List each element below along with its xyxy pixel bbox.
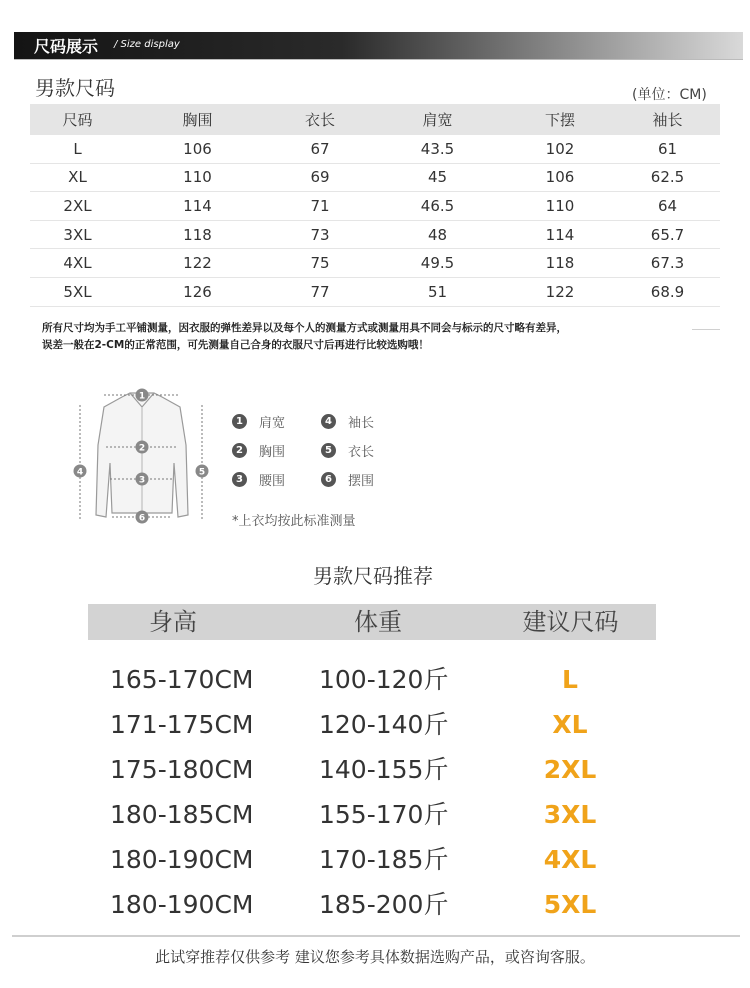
svg-text:1: 1 <box>138 391 146 402</box>
size-value: 3XL <box>543 800 597 829</box>
column-header: 下摆 <box>544 111 575 129</box>
height-value: 180-190CM <box>110 845 254 874</box>
column-header: 建议尺码 <box>522 608 619 636</box>
table-cell: 61 <box>657 139 678 158</box>
table-row <box>30 135 720 164</box>
header-subtitle: / Size display <box>114 39 180 50</box>
weight-value: 170-185斤 <box>319 845 449 874</box>
legend-number-icon: 6 <box>321 472 336 487</box>
table-cell: 118 <box>545 254 575 273</box>
table-cell: 45 <box>427 168 448 187</box>
table-cell: 69 <box>310 168 330 187</box>
divider <box>12 935 740 937</box>
recommend-row <box>88 705 656 745</box>
svg-text:3: 3 <box>138 475 146 486</box>
weight-value: 120-140斤 <box>319 710 449 739</box>
table-cell: 5XL <box>63 282 92 301</box>
table-cell: 118 <box>183 225 212 244</box>
size-value: L <box>562 665 578 694</box>
legend-label: 衣长 <box>348 445 375 460</box>
height-value: 165-170CM <box>110 665 254 694</box>
svg-text:5: 5 <box>198 467 206 478</box>
recommend-table-header <box>88 604 656 640</box>
size-value: 2XL <box>543 755 597 784</box>
table-cell: 43.5 <box>420 139 455 158</box>
legend-number-icon: 3 <box>232 472 247 487</box>
unit-label: (单位：CM) <box>632 87 707 103</box>
table-cell: 51 <box>427 282 448 301</box>
table-row <box>30 278 720 307</box>
svg-text:4: 4 <box>76 467 84 478</box>
table-cell: 4XL <box>63 254 92 273</box>
table-row <box>30 192 720 221</box>
weight-value: 100-120斤 <box>319 665 449 694</box>
table-cell: 114 <box>183 196 212 215</box>
height-value: 175-180CM <box>110 755 254 784</box>
recommend-row <box>88 885 656 925</box>
legend-item <box>232 441 285 460</box>
table-cell: 62.5 <box>650 168 685 187</box>
legend-number-icon: 5 <box>321 443 336 458</box>
table-cell: 114 <box>545 225 575 244</box>
table-cell: 71 <box>310 196 330 215</box>
table-row <box>30 249 720 278</box>
legend-label: 胸围 <box>259 445 286 460</box>
legend-label: 肩宽 <box>259 416 286 431</box>
shirt-measurement-diagram <box>68 385 216 533</box>
note-line-1: 所有尺寸均为手工平铺测量，因衣服的弹性差异以及每个人的测量方式或测量用具不同会与标示的尺寸略有差异， <box>42 322 567 334</box>
table-cell: 106 <box>545 168 575 187</box>
recommend-row <box>88 750 656 790</box>
legend-footnote: *上衣均按此标准测量 <box>232 514 356 529</box>
legend-item <box>232 412 285 431</box>
marker-3-icon <box>136 473 149 486</box>
column-header: 体重 <box>354 608 402 636</box>
legend-item <box>321 470 374 489</box>
recommend-row <box>88 795 656 835</box>
svg-text:2: 2 <box>138 443 146 454</box>
size-chart-title: 男款尺码 <box>35 76 115 100</box>
table-cell: 126 <box>183 282 212 301</box>
table-row <box>30 164 720 193</box>
table-cell: 110 <box>545 196 575 215</box>
header-bar <box>14 32 743 60</box>
height-value: 171-175CM <box>110 710 254 739</box>
weight-value: 155-170斤 <box>319 800 449 829</box>
size-value: 4XL <box>543 845 597 874</box>
table-cell: 122 <box>183 254 212 273</box>
table-cell: 75 <box>310 254 330 273</box>
recommend-row <box>88 840 656 880</box>
weight-value: 140-155斤 <box>319 755 449 784</box>
column-header: 身高 <box>149 608 197 636</box>
column-header: 胸围 <box>182 111 213 129</box>
table-cell: 48 <box>427 225 448 244</box>
table-cell: 122 <box>545 282 575 301</box>
table-cell: 67.3 <box>650 254 685 273</box>
weight-value: 185-200斤 <box>319 890 449 919</box>
table-cell: 49.5 <box>420 254 455 273</box>
recommend-title: 男款尺码推荐 <box>313 564 433 588</box>
column-header: 袖长 <box>652 111 683 129</box>
marker-1-icon <box>136 389 149 402</box>
legend-label: 腰围 <box>259 474 286 489</box>
table-cell: 73 <box>310 225 330 244</box>
legend-item <box>321 412 374 431</box>
marker-5-icon <box>196 465 209 478</box>
legend-number-icon: 2 <box>232 443 247 458</box>
divider <box>692 329 720 330</box>
table-cell: 67 <box>310 139 330 158</box>
legend-item <box>232 470 285 489</box>
height-value: 180-185CM <box>110 800 254 829</box>
legend-number-icon: 1 <box>232 414 247 429</box>
note-line-2: 误差一般在2-CM的正常范围，可先测量自己合身的衣服尺寸后再进行比较选购哦！ <box>42 339 429 351</box>
size-value: 5XL <box>543 890 597 919</box>
table-cell: 2XL <box>63 196 92 215</box>
legend-label: 摆围 <box>348 474 375 489</box>
legend-item <box>321 441 374 460</box>
marker-4-icon <box>74 465 87 478</box>
table-cell: 106 <box>183 139 212 158</box>
legend-label: 袖长 <box>348 416 375 431</box>
header-title: 尺码展示 <box>34 37 99 56</box>
table-cell: 110 <box>183 168 212 187</box>
table-cell: 68.9 <box>650 282 685 301</box>
legend-number-icon: 4 <box>321 414 336 429</box>
table-cell: XL <box>68 168 87 187</box>
svg-text:6: 6 <box>138 513 146 524</box>
size-value: XL <box>552 710 588 739</box>
column-header: 衣长 <box>304 111 335 129</box>
table-cell: 77 <box>310 282 330 301</box>
marker-2-icon <box>136 441 149 454</box>
size-table <box>30 104 720 307</box>
table-cell: L <box>73 139 82 158</box>
table-cell: 65.7 <box>650 225 685 244</box>
height-value: 180-190CM <box>110 890 254 919</box>
measurement-note <box>42 320 702 354</box>
table-cell: 46.5 <box>420 196 455 215</box>
table-cell: 3XL <box>63 225 92 244</box>
size-table-header <box>30 104 720 135</box>
table-row <box>30 221 720 250</box>
recommend-row <box>88 660 656 700</box>
marker-6-icon <box>136 511 149 524</box>
column-header: 肩宽 <box>422 111 453 129</box>
table-cell: 64 <box>657 196 678 215</box>
column-header: 尺码 <box>62 111 93 129</box>
table-cell: 102 <box>545 139 575 158</box>
footer-disclaimer: 此试穿推荐仅供参考 建议您参考具体数据选购产品，或咨询客服。 <box>155 948 595 966</box>
